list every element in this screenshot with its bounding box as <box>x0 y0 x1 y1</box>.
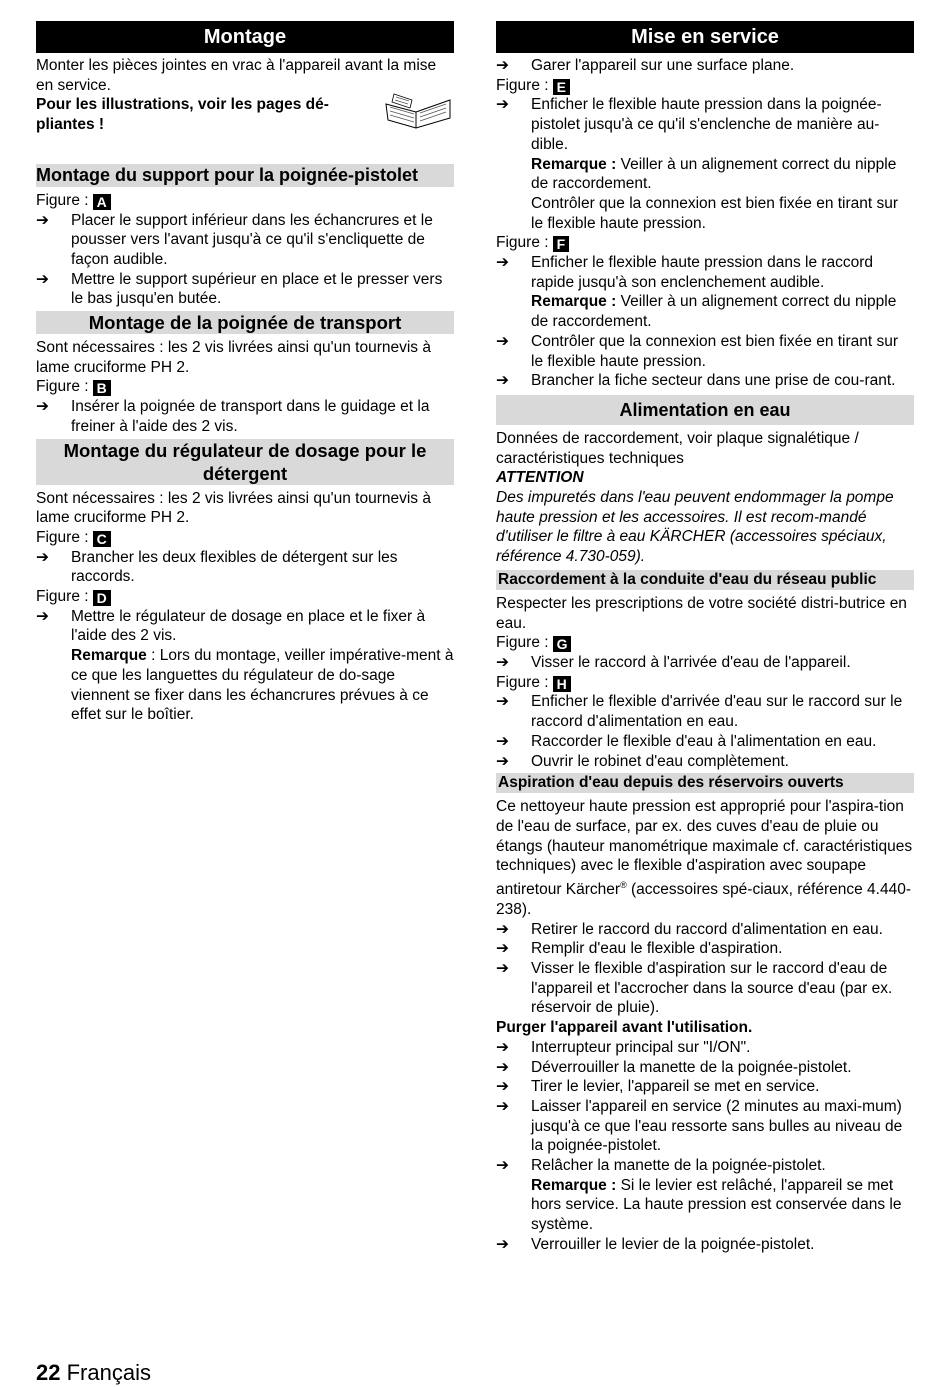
step-text: Raccorder le flexible d'eau à l'alimentation en eau. <box>531 732 877 750</box>
intro-block <box>36 56 454 135</box>
step-item <box>496 692 914 731</box>
arrow-icon: ➔ <box>36 211 49 229</box>
step-text: Interrupteur principal sur "I/ON". <box>531 1038 751 1056</box>
figure-label: Figure : <box>36 378 89 396</box>
page-language: Français <box>66 1360 151 1385</box>
arrow-icon: ➔ <box>496 1097 509 1115</box>
water-intro-text: Données de raccordement, voir plaque signalétique / caractéristiques techniques <box>496 429 859 467</box>
arrow-icon: ➔ <box>496 1235 509 1253</box>
attention-label: ATTENTION <box>496 469 584 487</box>
figure-badge: E <box>553 79 570 95</box>
figure-badge: C <box>93 531 111 547</box>
section-title-transport: Montage de la poignée de transport <box>36 311 454 334</box>
arrow-icon: ➔ <box>36 607 49 625</box>
step-item <box>496 95 914 154</box>
figure-label: Figure : <box>36 528 89 546</box>
open-intro-part: Ce nettoyeur haute pression est approprié pour l'aspira-tion de l'eau de surface, par ex. des cuves d'eau de pluie ou étangs (hauteur manométrique maximale cf. caractéristiques techniques) avec le flexible d'aspiration avec soupape antiretour Kärcher <box>496 798 913 899</box>
left-column <box>36 21 454 725</box>
note-label: Remarque <box>71 647 147 665</box>
arrow-icon: ➔ <box>496 959 509 977</box>
arrow-icon: ➔ <box>496 96 509 114</box>
figure-label: Figure : <box>36 588 89 606</box>
step-item <box>496 752 914 772</box>
section-title-mise-en-service: Mise en service <box>496 21 914 53</box>
section-title-alimentation: Alimentation en eau <box>496 395 914 425</box>
figure-line <box>496 673 914 693</box>
step-text: Remplir d'eau le flexible d'aspiration. <box>531 940 783 958</box>
section-title-support: Montage du support pour la poignée-pistolet <box>36 164 454 187</box>
figure-badge: D <box>93 590 111 606</box>
step-text: Retirer le raccord du raccord d'alimentation en eau. <box>531 920 883 938</box>
step-text: Laisser l'appareil en service (2 minutes au maxi-mum) jusqu'à ce que l'eau ressorte sans bulles au niveau de la poignée-pistolet. <box>531 1097 903 1155</box>
requirement-text: Sont nécessaires : les 2 vis livrées ainsi qu'un tournevis à lame cruciforme PH 2. <box>36 489 431 527</box>
step-text: Placer le support inférieur dans les échancrures et le pousser vers l'avant jusqu'à ce qu'il s'encliquette de façon audible. <box>71 211 433 268</box>
section-title-reseau-public: Raccordement à la conduite d'eau du réseau public <box>496 570 914 590</box>
section-title-montage: Montage <box>36 21 454 53</box>
step-text: Brancher la fiche secteur dans une prise de cou-rant. <box>531 372 896 390</box>
step-text: Déverrouiller la manette de la poignée-pistolet. <box>531 1058 852 1076</box>
step-item <box>36 397 454 436</box>
page-footer <box>36 1360 151 1386</box>
step-text: Visser le raccord à l'arrivée d'eau de l'appareil. <box>531 653 851 671</box>
step-item <box>496 371 914 391</box>
figure-label: Figure : <box>496 634 549 652</box>
arrow-icon: ➔ <box>496 940 509 958</box>
step-item <box>496 1156 914 1176</box>
step-item <box>496 939 914 959</box>
check-text: Contrôler que la connexion est bien fixée en tirant sur le flexible haute pression. <box>531 194 899 232</box>
section-title-reservoirs-ouverts: Aspiration d'eau depuis des réservoirs ouverts <box>496 773 914 793</box>
step-text: Verrouiller le levier de la poignée-pistolet. <box>531 1235 815 1253</box>
arrow-icon: ➔ <box>36 398 49 416</box>
arrow-icon: ➔ <box>496 332 509 350</box>
page-number: 22 <box>36 1360 61 1385</box>
figure-line <box>36 528 454 548</box>
arrow-icon: ➔ <box>496 732 509 750</box>
step-item <box>36 270 454 309</box>
step-text: Mettre le régulateur de dosage en place et le fixer à l'aide des 2 vis. <box>71 607 426 645</box>
purge-title: Purger l'appareil avant l'utilisation. <box>496 1019 753 1037</box>
step-text: Relâcher la manette de la poignée-pistolet. <box>531 1157 826 1175</box>
note-text <box>496 292 914 331</box>
step-item <box>496 1077 914 1097</box>
arrow-icon: ➔ <box>496 920 509 938</box>
arrow-icon: ➔ <box>36 548 49 566</box>
note-label: Remarque : <box>531 1176 617 1194</box>
step-text: Mettre le support supérieur en place et le presser vers le bas jusqu'en butée. <box>71 270 443 308</box>
step-text: Visser le flexible d'aspiration sur le raccord d'eau de l'appareil et l'accrocher dans la source d'eau (par ex. réservoir de pluie). <box>531 959 893 1017</box>
right-column <box>496 21 914 1255</box>
note-body: Veiller à un alignement correct du nipple de raccordement. <box>531 293 897 331</box>
arrow-icon: ➔ <box>496 1157 509 1175</box>
note-label: Remarque : <box>531 293 617 311</box>
intro-bold-text: Pour les illustrations, voir les pages dé-pliantes ! <box>36 96 329 134</box>
book-icon <box>382 90 454 130</box>
step-text: Garer l'appareil sur une surface plane. <box>531 57 795 74</box>
arrow-icon: ➔ <box>36 270 49 288</box>
figure-label: Figure : <box>496 673 549 691</box>
note-text <box>36 646 454 725</box>
step-item <box>496 332 914 371</box>
figure-line <box>496 633 914 653</box>
open-intro-part: (accessoires spé-ciaux, référence 4.440-238). <box>496 881 912 918</box>
section-title-dosage: Montage du régulateur de dosage pour le détergent <box>36 439 454 485</box>
arrow-icon: ➔ <box>496 1058 509 1076</box>
note-body: Si le levier est relâché, l'appareil se met hors service. La haute pression est conservée dans le système. <box>531 1176 902 1234</box>
figure-line <box>496 76 914 96</box>
step-text: Brancher les deux flexibles de détergent sur les raccords. <box>71 548 398 586</box>
note-body: : Lors du montage, veiller impérative-ment à ce que les languettes du régulateur de do-sage viennent se fixer dans les échancrures prévues à ce effet sur le boîtier. <box>71 647 454 724</box>
figure-badge: F <box>553 236 570 252</box>
note-text <box>496 155 914 194</box>
step-item <box>496 1235 914 1255</box>
arrow-icon: ➔ <box>496 57 509 74</box>
step-item <box>496 253 914 292</box>
attention-text: Des impuretés dans l'eau peuvent endommager la pompe haute pression et les accessoires. Il est recom-mandé d'utiliser le filtre à eau KÄRCHER (accessoires spéciaux, référence 4.730-059). <box>496 489 894 566</box>
figure-label: Figure : <box>36 191 89 209</box>
note-text <box>496 1176 914 1235</box>
registered-mark: ® <box>620 880 627 891</box>
step-item <box>36 548 454 587</box>
requirement-text: Sont nécessaires : les 2 vis livrées ainsi qu'un tournevis à lame cruciforme PH 2. <box>36 339 431 376</box>
arrow-icon: ➔ <box>496 372 509 390</box>
step-text: Enficher le flexible d'arrivée d'eau sur le raccord sur le raccord d'alimentation en eau. <box>531 693 903 731</box>
arrow-icon: ➔ <box>496 254 509 272</box>
step-item <box>496 1097 914 1156</box>
figure-badge: H <box>553 676 571 692</box>
figure-label: Figure : <box>496 234 549 252</box>
step-item <box>496 920 914 940</box>
figure-badge: A <box>93 194 111 210</box>
arrow-icon: ➔ <box>496 1078 509 1096</box>
arrow-icon: ➔ <box>496 1038 509 1056</box>
step-text: Ouvrir le robinet d'eau complètement. <box>531 752 789 770</box>
figure-label: Figure : <box>496 76 549 94</box>
arrow-icon: ➔ <box>496 752 509 770</box>
figure-line <box>36 377 454 397</box>
step-item <box>496 732 914 752</box>
figure-line <box>496 233 914 253</box>
public-intro-text: Respecter les prescriptions de votre société distri-butrice en eau. <box>496 594 907 632</box>
figure-badge: G <box>553 636 572 652</box>
step-text: Tirer le levier, l'appareil se met en service. <box>531 1078 820 1096</box>
step-item <box>496 653 914 673</box>
arrow-icon: ➔ <box>496 653 509 671</box>
step-item <box>496 1058 914 1078</box>
step-text: Insérer la poignée de transport dans le guidage et la freiner à l'aide des 2 vis. <box>71 398 430 435</box>
intro-text: Monter les pièces jointes en vrac à l'appareil avant la mise en service. <box>36 57 437 94</box>
step-item <box>496 959 914 1018</box>
step-item <box>496 56 914 76</box>
step-item <box>36 211 454 270</box>
note-body: Veiller à un alignement correct du nipple de raccordement. <box>531 155 897 193</box>
open-intro-text <box>496 797 914 919</box>
step-text: Enficher le flexible haute pression dans la poignée-pistolet jusqu'à ce qu'il s'enclenche de manière au-dible. <box>531 96 882 153</box>
step-item <box>36 607 454 646</box>
step-text: Contrôler que la connexion est bien fixée en tirant sur le flexible haute pression. <box>531 332 899 370</box>
step-text: Enficher le flexible haute pression dans le raccord rapide jusqu'à son enclenchement audible. <box>531 254 874 291</box>
arrow-icon: ➔ <box>496 693 509 711</box>
figure-badge: B <box>93 380 111 396</box>
figure-line <box>36 191 454 211</box>
figure-line <box>36 587 454 607</box>
note-label: Remarque : <box>531 155 617 173</box>
step-item <box>496 1038 914 1058</box>
